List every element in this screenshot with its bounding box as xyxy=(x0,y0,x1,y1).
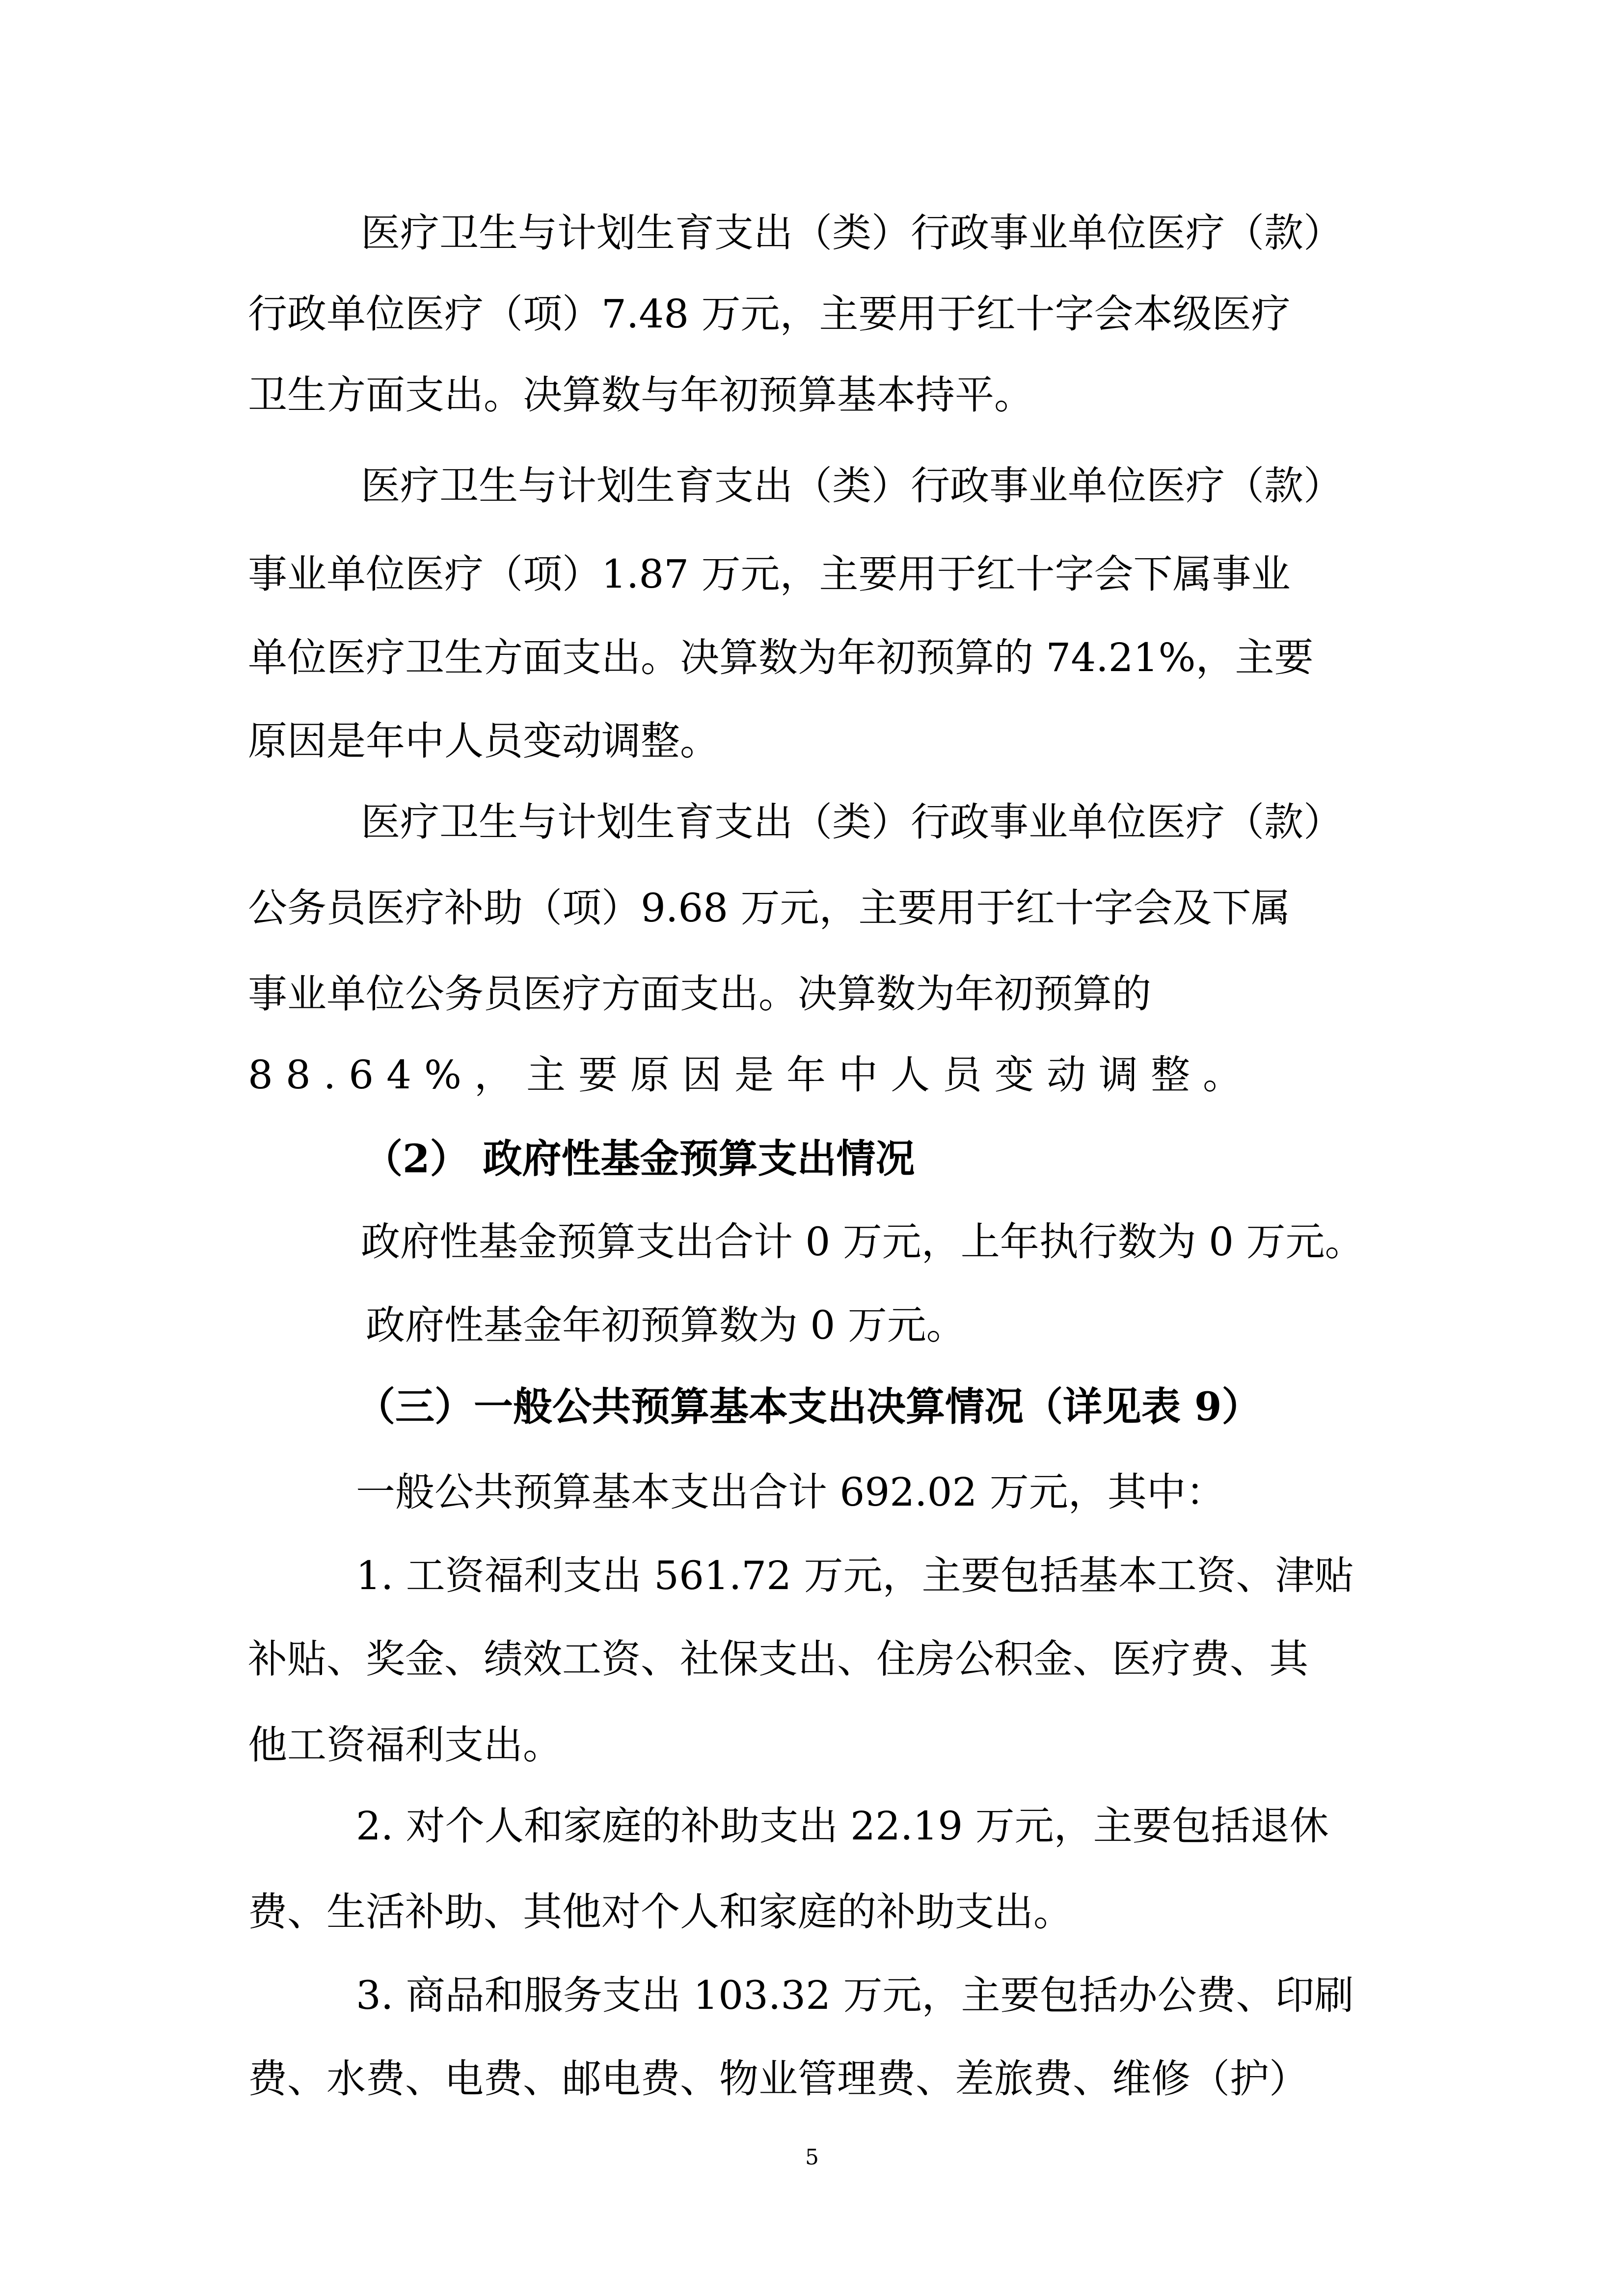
expense-item-2-line-2: 费、生活补助、其他对个人和家庭的补助支出。 xyxy=(248,1889,1073,1935)
expense-item-1-line-3: 他工资福利支出。 xyxy=(248,1722,562,1768)
paragraph-2-line-3: 单位医疗卫生方面支出。决算数为年初预算的 74.21%，主要 xyxy=(248,635,1314,680)
expense-item-3-line-1: 3. 商品和服务支出 103.32 万元，主要包括办公费、印刷 xyxy=(356,1972,1354,2018)
expense-item-3-line-2: 费、水费、电费、邮电费、物业管理费、差旅费、维修（护） xyxy=(248,2056,1308,2102)
paragraph-1-line-2: 行政单位医疗（项）7.48 万元，主要用于红十字会本级医疗 xyxy=(248,291,1291,337)
paragraph-3-line-1: 医疗卫生与计划生育支出（类）行政事业单位医疗（款） xyxy=(361,799,1343,845)
expense-item-2-line-1: 2. 对个人和家庭的补助支出 22.19 万元，主要包括退休 xyxy=(356,1803,1329,1849)
paragraph-1-line-3: 卫生方面支出。决算数与年初预算基本持平。 xyxy=(248,372,1033,418)
expense-item-1-line-1: 1. 工资福利支出 561.72 万元，主要包括基本工资、津贴 xyxy=(356,1553,1354,1598)
basic-expense-intro: 一般公共预算基本支出合计 692.02 万元，其中： xyxy=(356,1469,1225,1515)
paragraph-2-line-2: 事业单位医疗（项）1.87 万元，主要用于红十字会下属事业 xyxy=(248,551,1291,597)
paragraph-2-line-4: 原因是年中人员变动调整。 xyxy=(248,718,719,764)
paragraph-3-line-4: 88.64%，主要原因是年中人员变动调整。 xyxy=(248,1052,1255,1098)
paragraph-3-line-2: 公务员医疗补助（项）9.68 万元，主要用于红十字会及下属 xyxy=(248,885,1291,931)
gov-fund-line-1: 政府性基金预算支出合计 0 万元，上年执行数为 0 万元。 xyxy=(361,1219,1364,1265)
gov-fund-line-2: 政府性基金年初预算数为 0 万元。 xyxy=(366,1302,966,1348)
paragraph-3-line-3: 事业单位公务员医疗方面支出。决算数为年初预算的 xyxy=(248,971,1151,1017)
paragraph-1-line-1: 医疗卫生与计划生育支出（类）行政事业单位医疗（款） xyxy=(361,210,1343,256)
gov-fund-heading: （2） 政府性基金预算支出情况 xyxy=(363,1135,915,1182)
expense-item-1-line-2: 补贴、奖金、绩效工资、社保支出、住房公积金、医疗费、其 xyxy=(248,1636,1308,1682)
paragraph-2-line-1: 医疗卫生与计划生育支出（类）行政事业单位医疗（款） xyxy=(361,463,1343,509)
basic-expense-heading: （三）一般公共预算基本支出决算情况（详见表 9） xyxy=(356,1383,1261,1430)
page-number: 5 xyxy=(805,2145,819,2170)
